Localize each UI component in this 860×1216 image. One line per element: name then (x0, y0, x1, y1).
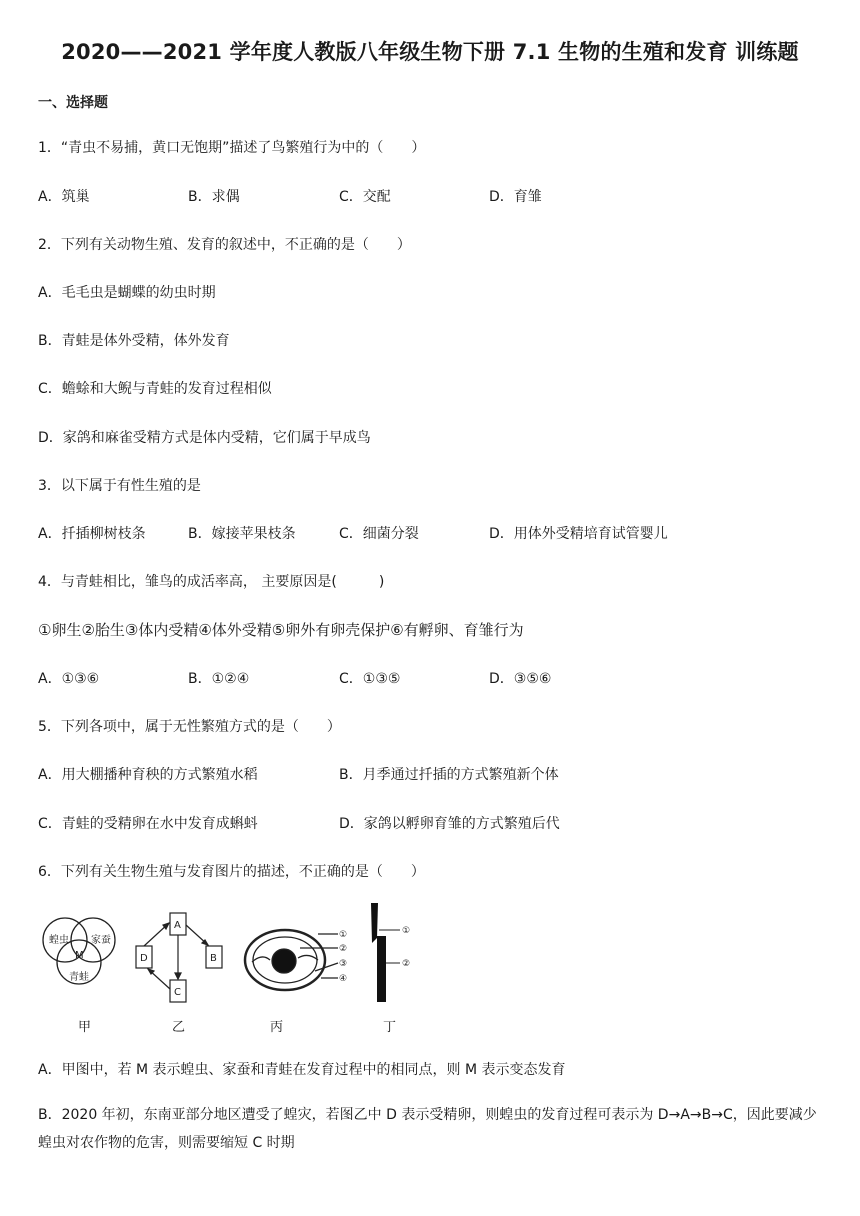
question-5-option-b: B．月季通过扦插的方式繁殖新个体 (339, 767, 559, 783)
question-4-option-b: B．①②④ (188, 671, 250, 687)
question-1-option-a: A．筑巢 (38, 189, 90, 205)
egg-mark-1: ① (339, 930, 348, 940)
question-3-option-a: A．扦插柳树枝条 (38, 526, 146, 542)
question-2-option-a: A．毛毛虫是蝴蝶的幼虫时期 (38, 285, 216, 301)
figure-diagrams (38, 898, 438, 1038)
egg-mark-3: ③ (339, 959, 348, 969)
question-6-option-a: A．甲图中，若 M 表示蝗虫、家蚕和青蛙在发育过程中的相同点，则 M 表示变态发育 (38, 1062, 566, 1078)
egg-mark-2: ② (339, 944, 348, 954)
question-3-option-d: D．用体外受精培育试管婴儿 (489, 526, 668, 542)
figure-label-bing: 丙 (270, 1020, 284, 1035)
cycle-label-d: D (140, 953, 148, 964)
question-4-option-d: D．③⑤⑥ (489, 671, 552, 687)
question-5-option-a: A．用大棚播种育秧的方式繁殖水稻 (38, 767, 258, 783)
figure-label-ding: 丁 (383, 1020, 397, 1035)
grafting-diagram (371, 903, 410, 1002)
question-3-option-c: C．细菌分裂 (339, 526, 419, 542)
venn-diagram (43, 918, 115, 984)
question-5-option-d: D．家鸽以孵卵育雏的方式繁殖后代 (339, 816, 560, 832)
question-1-option-c: C．交配 (339, 189, 391, 205)
page-title: 2020——2021 学年度人教版八年级生物下册 7.1 生物的生殖和发育 训练题 (61, 40, 799, 64)
question-5-stem: 5．下列各项中，属于无性繁殖方式的是（ ） (38, 719, 341, 735)
question-6-option-b: B．2020 年初，东南亚部分地区遭受了蝗灾，若图乙中 D 表示受精卵，则蝗虫的发育过程可表示为 D→A→B→C，因此要减少蝗虫对农作物的危害，则需要缩短 C 时期 (38, 1107, 817, 1151)
life-cycle-diagram (136, 913, 222, 1002)
question-1-option-d: D．育雏 (489, 189, 542, 205)
question-6-figures (38, 898, 438, 1038)
egg-mark-4: ④ (339, 974, 348, 984)
cycle-label-c: C (174, 987, 181, 998)
cycle-label-b: B (210, 953, 217, 964)
question-2-option-b: B．青蛙是体外受精，体外发育 (38, 333, 230, 349)
question-2-stem: 2．下列有关动物生殖、发育的叙述中，不正确的是（ ） (38, 237, 411, 253)
question-4-stem: 4．与青蛙相比，雏鸟的成活率高， 主要原因是( ) (38, 574, 385, 590)
question-3-option-b: B．嫁接苹果枝条 (188, 526, 296, 542)
question-2-option-d: D．家鸽和麻雀受精方式是体内受精，它们属于早成鸟 (38, 430, 371, 446)
question-2-option-c: C．蟾蜍和大鲵与青蛙的发育过程相似 (38, 381, 272, 397)
egg-diagram (245, 930, 347, 990)
question-4-option-c: C．①③⑤ (339, 671, 401, 687)
question-4-choices: ①卵生②胎生③体内受精④体外受精⑤卵外有卵壳保护⑥有孵卵、育雏行为 (38, 621, 524, 639)
figure-label-yi: 乙 (172, 1020, 186, 1035)
venn-label-silkworm: 家蚕 (91, 935, 111, 946)
figure-label-jia: 甲 (78, 1020, 92, 1035)
question-3-stem: 3．以下属于有性生殖的是 (38, 478, 201, 494)
section-heading: 一、选择题 (38, 95, 108, 111)
graft-mark-2: ② (402, 959, 411, 969)
question-5-option-c: C．青蛙的受精卵在水中发育成蝌蚪 (38, 816, 258, 832)
question-1-option-b: B．求偶 (188, 189, 240, 205)
question-1-stem: 1．“青虫不易捕，黄口无饱期”描述了鸟繁殖行为中的（ ） (38, 140, 426, 156)
graft-mark-1: ① (402, 926, 411, 936)
cycle-label-a: A (174, 920, 181, 931)
venn-label-frog: 青蛙 (69, 972, 89, 983)
question-6-stem: 6．下列有关生物生殖与发育图片的描述，不正确的是（ ） (38, 864, 425, 880)
venn-label-locust: 蝗虫 (49, 935, 69, 946)
question-4-option-a: A．①③⑥ (38, 671, 100, 687)
venn-label-m: M (75, 950, 84, 961)
